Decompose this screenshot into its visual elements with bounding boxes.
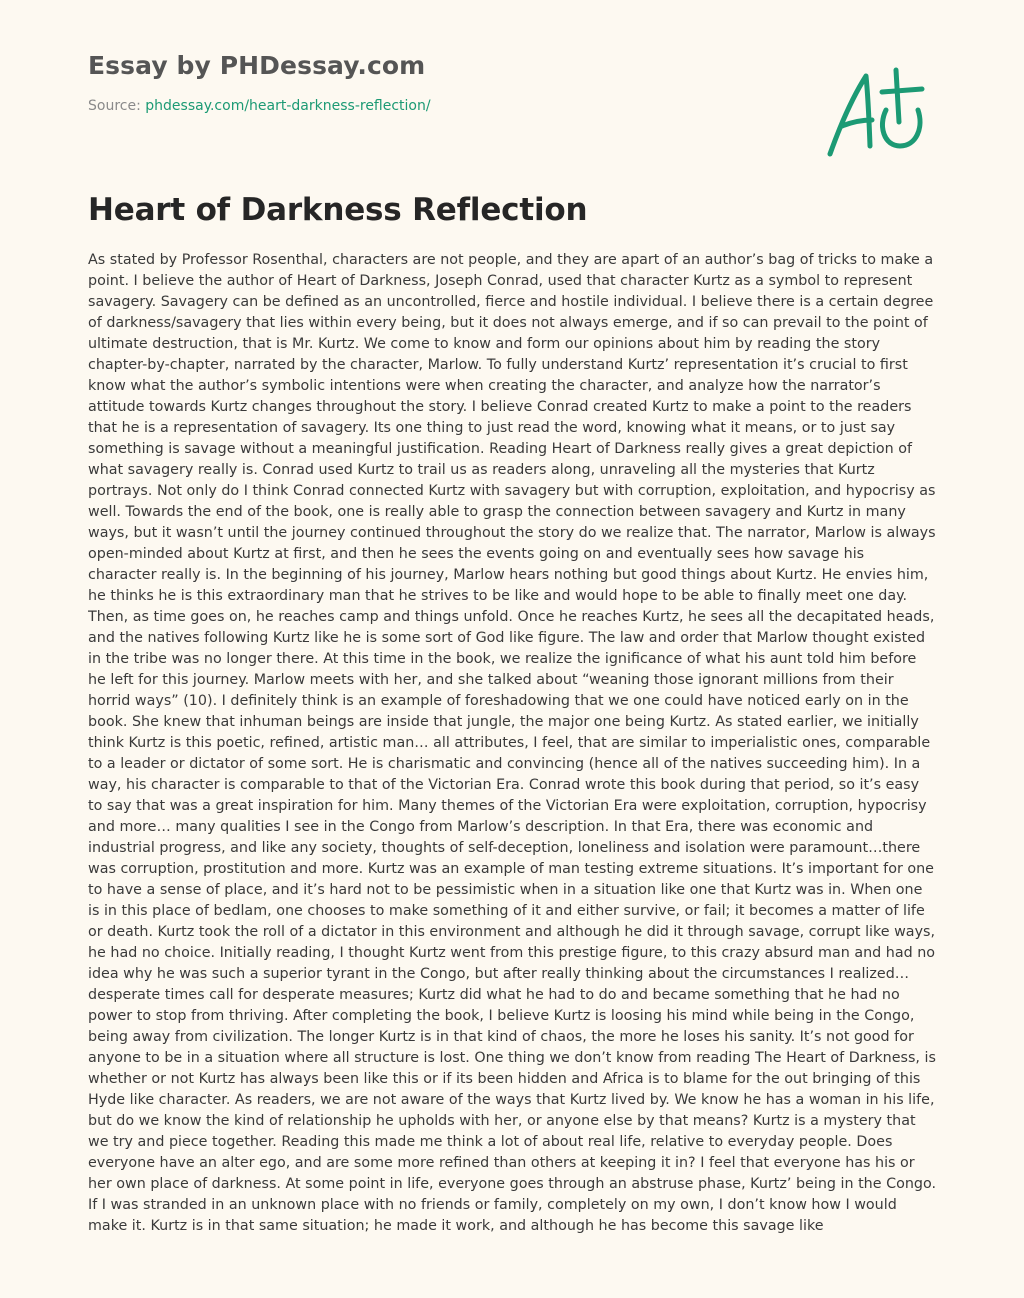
source-label: Source: (88, 98, 146, 114)
a-plus-grade-icon (822, 62, 932, 162)
source-link[interactable]: phdessay.com/heart-darkness-reflection/ (145, 98, 431, 114)
page-header (88, 50, 788, 115)
essay-title: Heart of Darkness Reflection (88, 192, 588, 228)
source-line (88, 97, 788, 115)
essay-body: As stated by Professor Rosenthal, characters are not people, and they are apart of an author’s bag of tricks to make a point. I believe the author of Heart of Darkness, Joseph Conrad, used that character Kurtz as a symbol to represent savagery. Savagery can be defined as an uncontrolled, fierce and hostile individual. I believe there is a certain degree of darkness/savagery that lies within every being, but it does not always emerge, and if so can prevail to the point of ultimate destruction, that is Mr. Kurtz. We come to know and form our opinions about him by reading the story chapter-by-chapter, narrated by the character, Marlow. To fully understand Kurtz’ representation it’s crucial to first know what the author’s symbolic intentions were when creating the character, and analyze how the narrator’s attitude towards Kurtz changes throughout the story. I believe Conrad created Kurtz to make a point to the readers that he is a representation of savagery. Its one thing to just read the word, knowing what it means, or to just say something is savage without a meaningful justification. Reading Heart of Darkness really gives a great depiction of what savagery really is. Conrad used Kurtz to trail us as readers along, unraveling all the mysteries that Kurtz portrays. Not only do I think Conrad connected Kurtz with savagery but with corruption, exploitation, and hypocrisy as well. Towards the end of the book, one is really able to grasp the connection between savagery and Kurtz in many ways, but it wasn’t until the journey continued throughout the story do we realize that. The narrator, Marlow is always open-minded about Kurtz at first, and then he sees the events going on and eventually sees how savage his character really is. In the beginning of his journey, Marlow hears nothing but good things about Kurtz. He envies him, he thinks he is this extraordinary man that he strives to be like and would hope to be able to finally meet one day. Then, as time goes on, he reaches camp and things unfold. Once he reaches Kurtz, he sees all the decapitated heads, and the natives following Kurtz like he is some sort of God like figure. The law and order that Marlow thought existed in the tribe was no longer there. At this time in the book, we realize the ignificance of what his aunt told him before he left for this journey. Marlow meets with her, and she talked about “weaning those ignorant millions from their horrid ways” (10). I definitely think is an example of foreshadowing that we one could have noticed early on in the book. She knew that inhuman beings are inside that jungle, the major one being Kurtz. As stated earlier, we initially think Kurtz is this poetic, refined, artistic man… all attributes, I feel, that are similar to imperialistic ones, comparable to a leader or dictator of some sort. He is charismatic and convincing (hence all of the natives succeeding him). In a way, his character is comparable to that of the Victorian Era. Conrad wrote this book during that period, so it’s easy to say that was a great inspiration for him. Many themes of the Victorian Era were exploitation, corruption, hypocrisy and more… many qualities I see in the Congo from Marlow’s description. In that Era, there was economic and industrial progress, and like any society, thoughts of self-deception, loneliness and isolation were paramount…there was corruption, prostitution and more. Kurtz was an example of man testing extreme situations. It’s important for one to have a sense of place, and it’s hard not to be pessimistic when in a situation like one that Kurtz was in. When one is in this place of bedlam, one chooses to make something of it and either survive, or fail; it becomes a matter of life or death. Kurtz took the roll of a dictator in this environment and although he did it through savage, corrupt like ways, he had no choice. Initially reading, I thought Kurtz went from this prestige figure, to this crazy absurd man and had no idea why he was such a superior tyrant in the Congo, but after really thinking about the circumstances I realized… desperate times call for desperate measures; Kurtz did what he had to do and became something that he had no power to stop from thriving. After completing the book, I believe Kurtz is loosing his mind while being in the Congo, being away from civilization. The longer Kurtz is in that kind of chaos, the more he loses his sanity. It’s not good for anyone to be in a situation where all structure is lost. One thing we don’t know from reading The Heart of Darkness, is whether or not Kurtz has always been like this or if its been hidden and Africa is to blame for the out bringing of this Hyde like character. As readers, we are not aware of the ways that Kurtz lived by. We know he has a woman in his life, but do we know the kind of relationship he upholds with her, or anyone else by that means? Kurtz is a mystery that we try and piece together. Reading this made me think a lot of about real life, relative to everyday people. Does everyone have an alter ego, and are some more refined than others at keeping it in? I feel that everyone has his or her own place of darkness. At some point in life, everyone goes through an abstruse phase, Kurtz’ being in the Congo. If I was stranded in an unknown place with no friends or family, completely on my own, I don’t know how I would make it. Kurtz is in that same situation; he made it work, and although he has become this savage like (88, 252, 936, 1234)
site-brand[interactable]: Essay by PHDessay.com (88, 51, 426, 80)
